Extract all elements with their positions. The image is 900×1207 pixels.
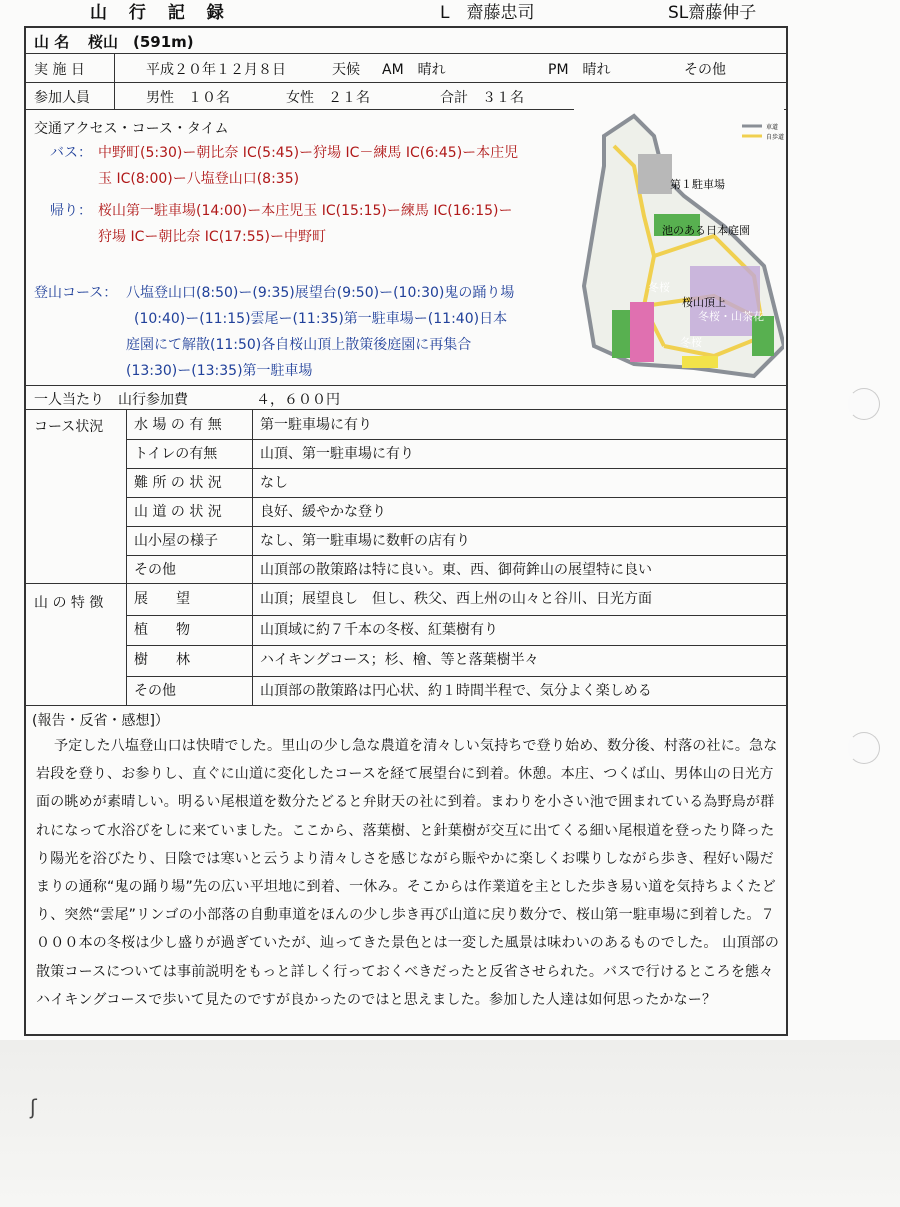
fee-value: ４，６００円: [256, 392, 340, 408]
total-count: 合計 ３１名: [440, 90, 524, 106]
return-line-2: 狩場 ICー朝比奈 IC(17:55)ー中野町: [98, 229, 326, 245]
course-status-row: [126, 555, 786, 584]
date-value: 平成２０年１２月８日: [146, 62, 286, 78]
leader-name: L 齋藤忠司: [440, 3, 535, 23]
feature-row: [126, 645, 786, 677]
pink-area: [630, 302, 654, 362]
date-row: [26, 54, 786, 83]
legend-road: 車道: [766, 124, 779, 131]
report-body: 予定した八塩登山口は快晴でした。里山の少し急な農道を清々しい気持ちで登り始め、数分後、村落の社に。急な岩段を登り、お参りし、直ぐに山道に変化したコースを経て展望台に到着。休憩。本庄、つくば山、男体山の日光方面の眺めが素晴しい。明るい尾根道を数分たどると弁財天の社に到着。まわりを小さい池で囲まれている為野鳥が群れになって水浴びをしに来ていました。ここから、落葉樹、と針葉樹が交互に出てくる細い尾根道を登ったり降ったり陽光を浴びたり、日陰では寒いと云うより清々しさを感じながら賑やかに楽しくお喋りしながら歩き、程好い陽だまりの通称“鬼の踊り場”先の広い平坦地に到着、一休み。そこからは作業道を主とした歩き易い道を気持ちよくたどり、突然“雲尾”リンゴの小部落の自動車道をほんの少し歩き再び山道に戻り数分で、桜山第一駐車場に到着した。７０００本の冬桜は少し盛りが過ぎていたが、辿ってきた景色とは一変した風景は味わいのあるものでした。 山頂部の散策コースについては事前説明をもっと詳しく行っておくべきだったと反省させられた。バスで行けるところを態々ハイキングコースで歩いて見たのですが良かったのではと思えました。参加した人達は如何思ったかなー？: [36, 738, 780, 1008]
course-status-value: 山頂、第一駐車場に有り: [260, 446, 414, 462]
feature-value: 山頂；展望良し 但し、秩父、西上州の山々と谷川、日光方面: [260, 591, 652, 607]
feature-row: [126, 584, 786, 616]
course-status-row: [126, 410, 786, 440]
feature-value: 山頂部の散策路は円心状、約１時間半程で、気分よく楽しめる: [260, 682, 652, 699]
features-section: [26, 584, 786, 706]
course-status-key: トイレの有無: [134, 446, 218, 462]
male-count: 男性 １０名: [146, 90, 230, 106]
page-title: 山 行 記 録: [90, 3, 232, 23]
feature-key: 展 望: [134, 591, 190, 607]
return-line-1: 桜山第一駐車場(14:00)ー本庄児玉 IC(15:15)ー練馬 IC(16:15)ー: [98, 203, 513, 219]
return-label: 帰り：: [50, 203, 92, 219]
course-status-key: 水 場 の 有 無: [134, 417, 222, 433]
course-label: 登山コース：: [34, 285, 118, 301]
course-line-2: (10:40)ー(11:15)雲尾ー(11:35)第一駐車場ー(11:40)日本: [134, 311, 508, 327]
record-form: [24, 26, 788, 1036]
mountain-row: [26, 28, 786, 54]
parking-area: [638, 154, 672, 194]
mountain-label: 山 名: [34, 33, 70, 51]
weather-pm: PM 晴れ: [548, 62, 611, 78]
course-status-key: その他: [134, 562, 176, 578]
female-count: 女性 ２１名: [286, 90, 370, 106]
course-status-key: 山 道 の 状 況: [134, 504, 222, 520]
page-header: [90, 0, 810, 24]
fee-label: 一人当たり 山行参加費: [34, 392, 188, 408]
mountain-value: 桜山 (591m): [88, 33, 194, 51]
course-line-1: 八塩登山口(8:50)ー(9:35)展望台(9:50)ー(10:30)鬼の踊り場: [126, 285, 515, 301]
feature-row: [126, 615, 786, 647]
feature-key: その他: [134, 682, 176, 699]
course-status-row: [126, 497, 786, 527]
yellow-area: [682, 356, 718, 368]
report-section: [32, 710, 780, 1014]
course-line-4: (13:30)ー(13:35)第一駐車場: [126, 363, 313, 379]
punch-hole-icon: [848, 388, 880, 420]
course-line-3: 庭園にて解散(11:50)各自桜山頂上散策後庭園に再集合: [126, 337, 472, 353]
course-status-key: 難 所 の 状 況: [134, 475, 222, 491]
weather-am: AM 晴れ: [382, 62, 446, 78]
participants-label: 参加人員: [34, 90, 90, 106]
map-label-garden: 池のある日本庭園: [662, 224, 750, 237]
course-status-value: 第一駐車場に有り: [260, 417, 372, 433]
feature-value: 山頂域に約７千本の冬桜、紅葉樹有り: [260, 621, 498, 638]
feature-row: [126, 676, 786, 707]
map-label-fuyu1: 冬桜: [648, 281, 670, 294]
bus-label: バス：: [50, 145, 92, 161]
punch-hole-icon: [848, 732, 880, 764]
subleader-name: SL齋藤伸子: [668, 3, 757, 23]
legend-path: 自歩道: [766, 134, 784, 141]
course-status-value: なし、第一駐車場に数軒の店有り: [260, 533, 470, 549]
route-map: [574, 106, 784, 384]
fee-row: [26, 386, 786, 410]
course-status-value: 山頂部の散策路は特に良い。東、西、御荷鉾山の展望特に良い: [260, 562, 652, 578]
course-status-key: 山小屋の様子: [134, 533, 218, 549]
map-label-fuyu2: 冬桜: [680, 336, 702, 349]
course-status-value: なし: [260, 475, 288, 491]
bus-line-2: 玉 IC(8:00)ー八塩登山口(8:35): [98, 171, 300, 187]
date-label: 実 施 日: [34, 62, 85, 78]
course-status-value: 良好、緩やかな登り: [260, 504, 386, 520]
map-label-parking: 第１駐車場: [670, 178, 725, 191]
features-label: 山 の 特 徴: [34, 595, 104, 611]
feature-value: ハイキングコース；杉、檜、等と落葉樹半々: [260, 652, 539, 668]
feature-key: 植 物: [134, 621, 190, 638]
access-heading: 交通アクセス・コース・タイム: [34, 121, 229, 137]
course-status-row: [126, 439, 786, 469]
map-label-summit: 桜山頂上: [682, 296, 726, 309]
weather-label: 天候: [332, 62, 360, 78]
paper-shadow: [0, 1040, 900, 1207]
course-status-row: [126, 526, 786, 556]
bus-line-1: 中野町(5:30)ー朝比奈 IC(5:45)ー狩場 IC－練馬 IC(6:45)ー本庄児: [98, 145, 519, 161]
map-label-sanzai: 冬桜・山茶花: [698, 310, 764, 323]
green-area: [612, 310, 630, 358]
report-heading: (報告・反省・感想]）: [32, 713, 169, 729]
course-status-label: コース状況: [34, 419, 104, 435]
course-status-row: [126, 468, 786, 498]
feature-key: 樹 林: [134, 652, 190, 668]
curl-mark: ʃ: [30, 1095, 37, 1119]
weather-other: その他: [684, 62, 726, 78]
course-status-section: [26, 410, 786, 584]
